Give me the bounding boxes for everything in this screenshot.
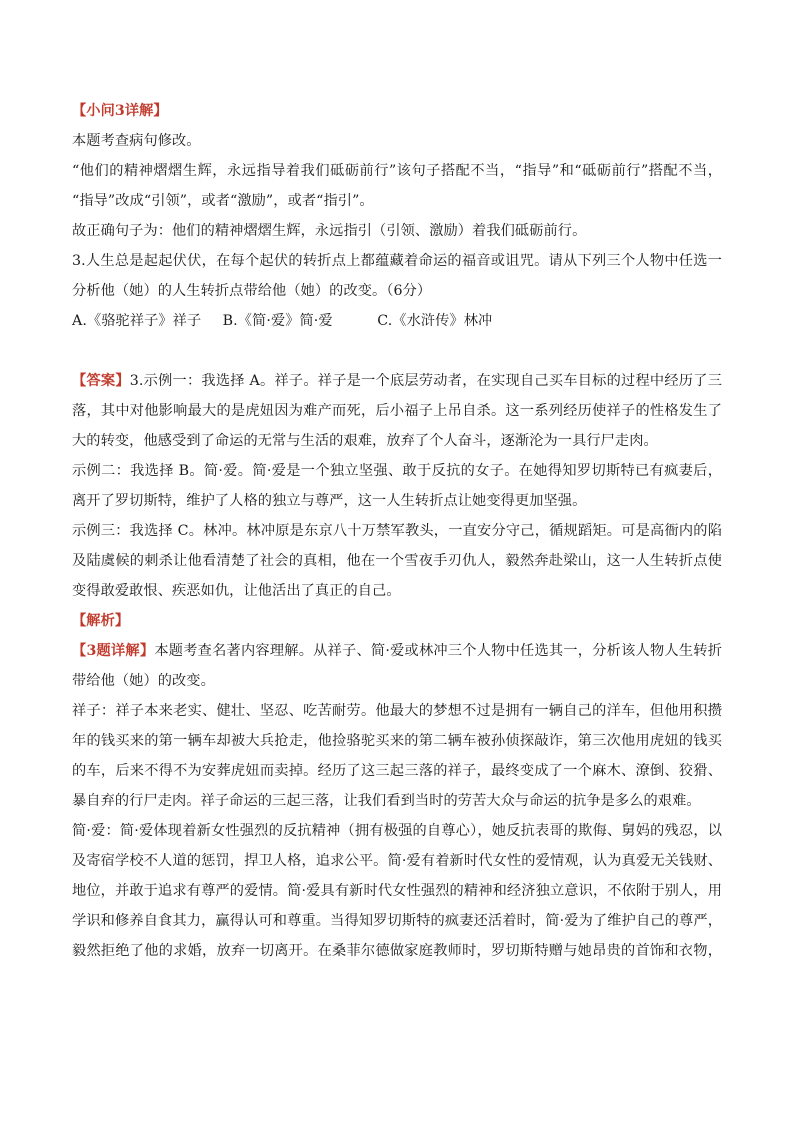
q3-analysis-line-10: 学识和修养自食其力，赢得认可和尊重。当得知罗切斯特的疯妻还活着时，简·爱为了维护自己的尊严， (72, 913, 722, 929)
q3-analysis-line-7: 简·爱：简·爱体现着新女性强烈的反抗精神（拥有极强的自尊心），她反抗表哥的欺侮、舅妈的残忍，以 (72, 823, 722, 839)
answer-line-5: 离开了罗切斯特，维护了人格的独立与尊严，这一人生转折点让她变得更加坚强。 (72, 493, 587, 509)
q3-line-1: 本题考查病句修改。 (72, 133, 201, 149)
q3-analysis-line-1 (72, 636, 722, 666)
q3-analysis-line-3: 祥子：祥子本来老实、健壮、坚忍、吃苦耐劳。他最大的梦想不过是拥有一辆自己的洋车，但他用积攒 (72, 703, 722, 719)
q3-analysis-line-9: 地位，并敢于追求有尊严的爱情。简·爱具有新时代女性强烈的精神和经济独立意识，不依附于别人，用 (72, 883, 722, 899)
answer-text-1: 3.示例一：我选择 A。祥子。祥子是一个底层劳动者，在实现自己买车目标的过程中经历了三 (129, 373, 722, 389)
q3-analysis-line-2: 带给他（她）的改变。 (72, 673, 215, 689)
q3-analysis-line-4: 年的钱买来的第一辆车却被大兵抢走，他捡骆驼买来的第二辆车被孙侦探敲诈，第三次他用虎妞的钱买 (72, 733, 722, 749)
analysis-header (72, 606, 722, 636)
answer-line-4: 示例二：我选择 B。简·爱。简·爱是一个独立坚强、敢于反抗的女子。在她得知罗切斯特已有疯妻后， (72, 463, 722, 479)
q3-analysis-line-5: 的车，后来不得不为安葬虎妞而卖掉。经历了这三起三落的祥子，最终变成了一个麻木、潦倒、狡猾、 (72, 763, 722, 779)
answer-line-7: 及陆虞候的刺杀让他看清楚了社会的真相，他在一个雪夜手刃仇人，毅然奔赴梁山，这一人生转折点使 (72, 553, 722, 569)
answer-line-3: 大的转变，他感受到了命运的无常与生活的艰难，放弃了个人奋斗，逐渐沦为一具行尸走肉。 (72, 433, 658, 449)
answer-line-6: 示例三：我选择 C。林冲。林冲原是东京八十万禁军教头，一直安分守己，循规蹈矩。可是高衙内的陷 (72, 523, 722, 539)
q3-line-3: “指导”改成“引领”，或者“激励”，或者“指引”。 (72, 193, 374, 209)
answer-tag: 【答案】 (72, 373, 130, 389)
question-3-options (72, 306, 722, 336)
document-page (72, 96, 722, 966)
answer-line-8: 变得敢爱敢恨、疾恶如仇，让他活出了真正的自己。 (72, 583, 401, 599)
q3-detail-header (72, 96, 722, 126)
option-a: A.《骆驼祥子》祥子 (72, 313, 202, 329)
question-3-line-1: 3.人生总是起起伏伏，在每个起伏的转折点上都蕴藏着命运的福音或诅咒。请从下列三个人物中任选一 (72, 253, 722, 269)
q3-line-4: 故正确句子为：他们的精神熠熠生辉，永远指引（引领、激励）着我们砥砺前行。 (72, 223, 587, 239)
option-b: B.《简·爱》简·爱 (222, 313, 333, 329)
q3-detail-tag: 【小问3详解】 (72, 103, 168, 119)
q3-analysis-line-6: 暴自弃的行尸走肉。祥子命运的三起三落，让我们看到当时的劳苦大众与命运的抗争是多么的艰难。 (72, 793, 701, 809)
q3-analysis-tag: 【3题详解】 (72, 643, 155, 659)
q3-line-2: “他们的精神熠熠生辉，永远指导着我们砥砺前行”该句子搭配不当，“指导”和“砥砺前行”搭配不当， (72, 163, 722, 179)
q3-analysis-line-8: 及寄宿学校不人道的惩罚，捍卫人格，追求公平。简·爱有着新时代女性的爱情观，认为真爱无关钱财、 (72, 853, 722, 869)
analysis-tag: 【解析】 (72, 613, 130, 629)
question-3-line-2: 分析他（她）的人生转折点带给他（她）的改变。（6分） (72, 283, 432, 299)
answer-line-1 (72, 366, 722, 396)
q3-analysis-text-1: 本题考查名著内容理解。从祥子、简·爱或林冲三个人物中任选其一，分析该人物人生转折 (154, 643, 722, 659)
option-c: C.《水浒传》林冲 (377, 313, 493, 329)
spacer (72, 336, 722, 366)
q3-analysis-line-11: 毅然拒绝了他的求婚，放弃一切离开。在桑菲尔德做家庭教师时，罗切斯特赠与她昂贵的首饰和衣物， (72, 943, 722, 959)
answer-line-2: 落，其中对他影响最大的是虎妞因为难产而死，后小福子上吊自杀。这一系列经历使祥子的性格发生了 (72, 403, 722, 419)
